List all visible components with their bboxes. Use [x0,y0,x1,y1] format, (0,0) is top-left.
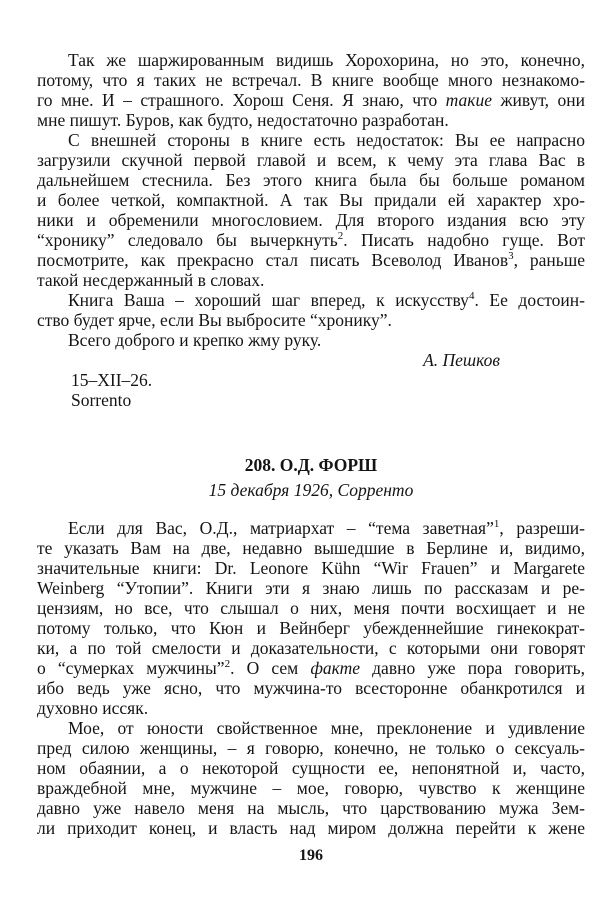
text-line [37,250,585,270]
text-segment: о “сумерках мужчины” [37,658,225,678]
text-segment: , раньше [513,250,585,270]
text-line [37,698,585,718]
letter-208-paragraph-1 [37,518,585,718]
text-segment: Weinberg “Утопии”. Книги эти я знаю лишь по рассказам и ре- [37,578,585,598]
text-line [37,70,585,90]
letter-207-paragraph-1 [37,50,585,130]
text-line [37,718,585,738]
text-segment: живут, они [491,90,585,110]
text-line [37,130,585,150]
text-segment: такой несдержанный в словах. [37,270,265,290]
letter-207-paragraph-2 [37,130,585,290]
text-segment: и более четкой, компактной. А так Вы придали ей характер хро- [37,190,585,210]
page-number: 196 [299,847,323,864]
text-segment: “хронику” следовало бы вычеркнуть [37,230,338,250]
text-line [37,330,585,350]
text-segment: . О сем [230,658,311,678]
text-segment: потому, что я таких не встречал. В книге вообще много незнакомо- [37,70,585,90]
footnote-reference: 4 [468,290,475,303]
text-segment: ибо ведь уже ясно, что мужчина-то всесторонне обанкротился и [37,678,585,698]
text-line [37,738,585,758]
text-line [37,578,585,598]
text-segment: загрузили скучной первой главой и всем, к чему эта глава Вас в [37,150,585,170]
text-segment: те указать Вам на две, недавно вышедшие в Берлине и, видимо, [37,538,585,558]
text-segment: Книга Ваша – хороший шаг вперед, к искусству [68,290,469,310]
text-segment: С внешней стороны в книге есть недостаток: Вы ее напрасно [68,130,585,150]
letter-207-place: Sorrento [71,390,132,410]
text-segment: Так же шаржированным видишь Хорохорина, но это, конечно, [68,50,585,70]
letters-text-block [37,50,585,838]
text-line [37,270,585,290]
text-line [37,290,585,310]
text-line [37,598,585,618]
text-line [37,758,585,778]
text-segment: ли приходит конец, и власть над миром должна перейти к жене [37,818,585,838]
text-line [37,798,585,818]
text-segment: мне пишут. Буров, как будто, недостаточно разработан. [37,110,449,130]
text-line [37,558,585,578]
text-segment: духовно иссяк. [37,698,149,718]
text-line [37,518,585,538]
text-line [37,190,585,210]
text-segment: посмотрите, как прекрасно стал писать Всеволод Иванов [37,250,509,270]
text-segment: . Писать надобно гуще. Вот [343,230,585,250]
text-line [37,210,585,230]
text-line [37,170,585,190]
letter-207-signature: А. Пешков [423,350,500,370]
text-segment: , разреши- [499,518,585,538]
footnote-reference: 2 [337,230,344,243]
footnote-reference: 1 [493,518,500,531]
text-segment: ном обаянии, а о некоторой сущности ее, непонятной и, часто, [37,758,585,778]
text-segment: ки, а по той смелости и доказательности, с которыми они говорят [37,638,585,658]
footnote-reference: 2 [224,658,231,671]
text-segment: Всего доброго и крепко жму руку. [68,330,322,350]
letter-208-paragraph-2 [37,718,585,838]
text-line [37,818,585,838]
text-segment: давно уже навело меня на мысль, что царствованию мужа Зем- [37,798,585,818]
text-segment: пред силою женщины, – я говорю, конечно, не только о сексуаль- [37,738,585,758]
text-line [37,50,585,70]
text-segment: дальнейшем стеснила. Без этого книга была бы больше романом [37,170,585,190]
text-segment: . Ее достоин- [474,290,585,310]
text-line [37,538,585,558]
text-line [37,230,585,250]
text-segment: давно уже пора говорить, [359,658,585,678]
text-line [37,678,585,698]
footnote-reference: 3 [508,250,514,263]
text-line [37,150,585,170]
text-segment: значительные книги: Dr. Leonore Kühn “Wir Frauen” и Margarete [37,558,585,578]
text-segment: ство будет ярче, если Вы выбросите “хронику”. [37,310,392,330]
text-segment: враждебной мне, мужчине – мое, говорю, чувство к женщине [37,778,585,798]
text-segment: Мое, от юности свойственное мне, преклонение и удивление [68,718,585,738]
text-segment: цензиям, но все, что слышал о них, меня почти восхищает и не [37,598,585,618]
letter-207-closing [37,330,585,350]
text-segment: го мне. И – страшного. Хорош Сеня. Я знаю, что [37,90,446,110]
letter-208-dateline: 15 декабря 1926, Сорренто [208,480,414,500]
emphasis-text: факте [310,658,360,678]
text-segment: ники и обременили многословием. Для второго издания всю эту [37,210,585,230]
text-line [37,638,585,658]
emphasis-text: такие [445,90,492,110]
text-line [37,658,585,678]
text-segment: потому только, что Кюн и Вейнберг убежденнейшие гинекократ- [37,618,585,638]
letter-207-paragraph-3 [37,290,585,330]
text-segment: Если для Вас, О.Д., матриархат – “тема заветная” [68,518,494,538]
text-line [37,90,585,110]
letter-208-heading: 208. О.Д. ФОРШ [244,455,378,475]
text-line [37,110,585,130]
text-line [37,310,585,330]
letter-207-date: 15–XII–26. [71,370,153,390]
text-line [37,778,585,798]
text-line [37,618,585,638]
